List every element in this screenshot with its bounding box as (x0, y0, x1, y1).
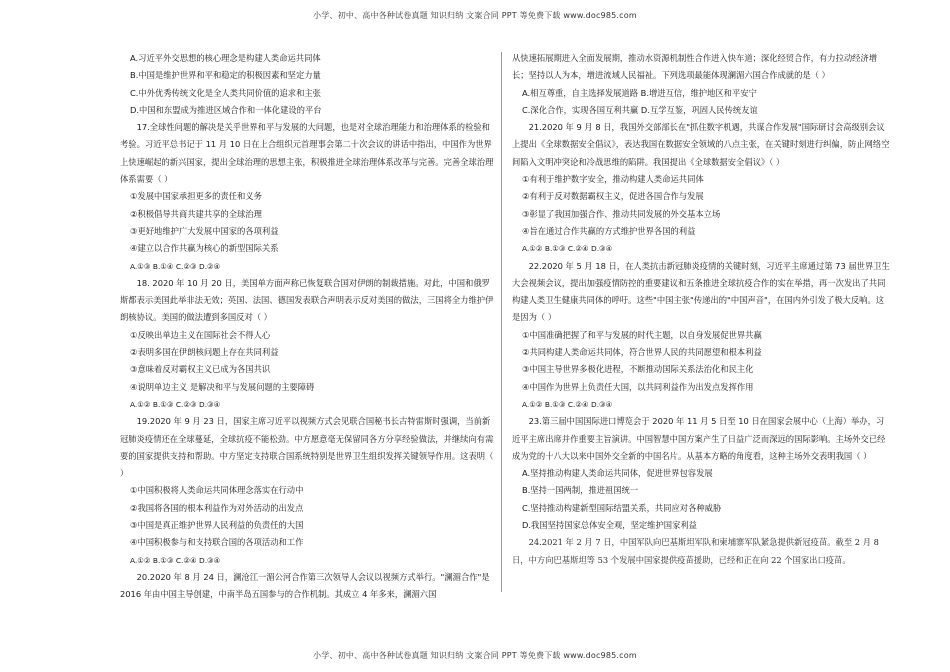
q21-item-2: ②有利于反对数据霸权主义，促进各国合作与发展 (522, 191, 704, 202)
q23-stem: 23.第三届中国国际进口博览会于 2020 年 11 月 5 日至 10 日在国家会展中心（上海）举办，习近平主席出席并作重要主旨演讲。中国智慧中国方案产生了日益广泛而深远的国际影响。主场外交已经成为党的十八大以来中国外交全新的中国名片。从基本方略的角度看，这种主场外交表明我国（ ） (512, 416, 886, 461)
q24-stem: 24.2021 年 2 月 7 日，中国军队向巴基斯坦军队和柬埔寨军队紧急提供新冠疫苗。截至 2 月 8 日，中方向巴基斯坦等 53 个发展中国家提供疫苗援助，已经和正在向 22 个国家出口疫苗。 (512, 537, 879, 565)
q21-item-4: ④旨在通过合作共赢的方式维护世界各国的利益 (522, 225, 696, 236)
q17-item-3: ③更好地维护广大发展中国家的各项利益 (130, 225, 279, 236)
q21-item-3: ③彰显了我国加强合作、推动共同发展的外交基本立场 (522, 208, 721, 219)
q21-stem: 21.2020 年 9 月 8 日，我国外交部部长在"抓住数字机遇，共谋合作发展"国际研讨会高级别会议上提出《全球数据安全倡议》，表达我国在数据安全领域的八点主张，在关键时刻进行纠偏，防止网络空间陷入文明冲突论和冷战思维的陷阱。我国提出《全球数据安全倡议》（ ） (512, 122, 890, 167)
q23-option-c: C.坚持推动构建新型国际结盟关系，共同应对各种威胁 (522, 502, 722, 513)
right-column (512, 50, 890, 569)
q16-option-b: B.中国是维护世界和平和稳定的积极因素和坚定力量 (130, 70, 321, 81)
page-footer: 小学、初中、高中各种试卷真题 知识归纳 文案合同 PPT 等免费下载 www.doc985.com (313, 651, 637, 660)
q22-stem: 22.2020 年 5 月 18 日，在人类抗击新冠肺炎疫情的关键时刻，习近平主席通过第 73 届世界卫生大会视频会议，提出加强疫情防控的重要建议和五条推进全球抗疫合作的实在举措，再一次发出了共同构建人类卫生健康共同体的呼吁。这些"中国主张"传递出的"中国声音"，在国内外引发了极大反响。这是因为（ ） (512, 260, 890, 323)
q17-item-2: ②积极倡导共商共建共享的全球治理 (130, 208, 262, 219)
q18-choices: A.①② B.①③ C.②③ D.③④ (130, 399, 221, 409)
q22-item-3: ③中国主导世界多极化进程，不断推动国际关系法治化和民主化 (522, 364, 754, 375)
q23-option-d: D.我国坚持国家总体安全观，坚定维护国家利益 (522, 520, 697, 531)
column-divider (501, 52, 502, 592)
q23-option-b: B.坚持一国两制，推进祖国统一 (522, 485, 639, 496)
q22-item-1: ①中国准确把握了和平与发展的时代主题，以自身发展促世界共赢 (522, 329, 762, 340)
q19-item-1: ①中国积极将人类命运共同体理念落实在行动中 (130, 485, 304, 496)
q19-item-2: ②我国将各国的根本利益作为对外活动的出发点 (130, 502, 304, 513)
q16-option-d: D.中国和东盟成为推进区域合作和一体化建设的平台 (130, 104, 322, 115)
q18-item-3: ③意味着反对霸权主义已成为各国共识 (130, 364, 271, 375)
q17-choices: A.①③ B.①④ C.②③ D.②④ (130, 261, 221, 271)
q18-stem: 18. 2020 年 10 月 20 日，美国单方面声称已恢复联合国对伊朗的制裁措施。对此，中国和俄罗斯都表示美国此举非法无效；英国、法国、德国发表联合声明表示反对美国的做法，三国将全力维护伊朗核协议。美国的做法遭到多国反对（ ） (120, 277, 494, 323)
q20-options-ab: A.相互尊重，自主选择发展道路 B.增进互信，维护地区和平安宁 (522, 87, 757, 98)
page-header: 小学、初中、高中各种试卷真题 知识归纳 文案合同 PPT 等免费下载 www.doc985.com (313, 11, 637, 20)
q17-item-1: ①发展中国家承担更多的责任和义务 (130, 191, 262, 202)
q18-item-4: ④说明单边主义 是解决和平与发展问题的主要障碍 (130, 381, 315, 392)
q21-choices: A.①② B.①③ C.②④ D.③④ (522, 244, 613, 254)
q19-choices: A.①② B.①③ C.②④ D.③④ (130, 555, 221, 565)
left-column (120, 50, 496, 604)
q18-item-1: ①反映出单边主义在国际社会不得人心 (130, 329, 271, 340)
q19-item-3: ③中国是真正维护世界人民利益的负责任的大国 (130, 520, 304, 531)
q20-stem: 20.2020 年 8 月 24 日，澜沧江一湄公河合作第三次领导人会议以视频方式举行。"澜湄合作"是 2016 年由中国主导创建，中南半岛五国参与的合作机制。其成立 4 年多来，澜湄六国 (120, 571, 490, 600)
q16-option-c: C.中外优秀传统文化是全人类共同价值的追求和主张 (130, 87, 321, 98)
q18-item-2: ②表明多国在伊朗核问题上存在共同利益 (130, 347, 279, 358)
q22-item-2: ②共同构建人类命运共同体，符合世界人民的共同愿望和根本利益 (522, 347, 762, 358)
q22-choices: A.①② B.①③ C.②④ D.③④ (522, 399, 613, 409)
q19-stem: 19.2020 年 9 月 23 日，国家主席习近平以视频方式会见联合国秘书长古特雷斯时强调，当前新冠肺炎疫情还在全球蔓延，全球抗疫不能松劲。中方愿意毫无保留同各方分享经验做法，并继续向有需要的国家提供支持和帮助。中方坚定支持联合国系统特别是世界卫生组织发挥关键领导作用。这表明（ ） (120, 416, 494, 479)
q16-option-a: A.习近平外交思想的核心理念是构建人类命运共同体 (130, 53, 321, 63)
q20-stem-continued: 从快速拓展期进入全面发展期，推动水资源机制性合作进入快车道；深化经贸合作，有力拉动经济增长；坚持以人为本，增进流域人民福祉。下列选项最能体现澜湄六国合作成就的是（ ） (512, 53, 878, 81)
q20-options-cd: C.深化合作，实现各国互利共赢 D.互学互鉴，巩固人民传统友谊 (522, 104, 758, 115)
q21-item-1: ①有利于维护数字安全，推动构建人类命运共同体 (522, 174, 704, 185)
q19-item-4: ④中国积极参与和支持联合国的各项活动和工作 (130, 537, 304, 548)
q23-option-a: A.坚持推动构建人类命运共同体，促进世界包容发展 (522, 468, 713, 479)
q22-item-4: ④中国作为世界上负责任大国，以共同利益作为出发点发挥作用 (522, 381, 754, 392)
q17-stem: 17.全球性问题的解决是关乎世界和平与发展的大问题，也是对全球治理能力和治理体系的检验和考验。习近平总书记于 11 月 10 日在上合组织元首理事会第二十次会议的讲话中指出，中国作为世界上快速崛起的新兴国家，提出全球治理的思想主张，积极推进全球治理体系改革与完善。完善全球治理体系需要（ ） (120, 122, 494, 185)
q17-item-4: ④建立以合作共赢为核心的新型国际关系 (130, 243, 279, 254)
